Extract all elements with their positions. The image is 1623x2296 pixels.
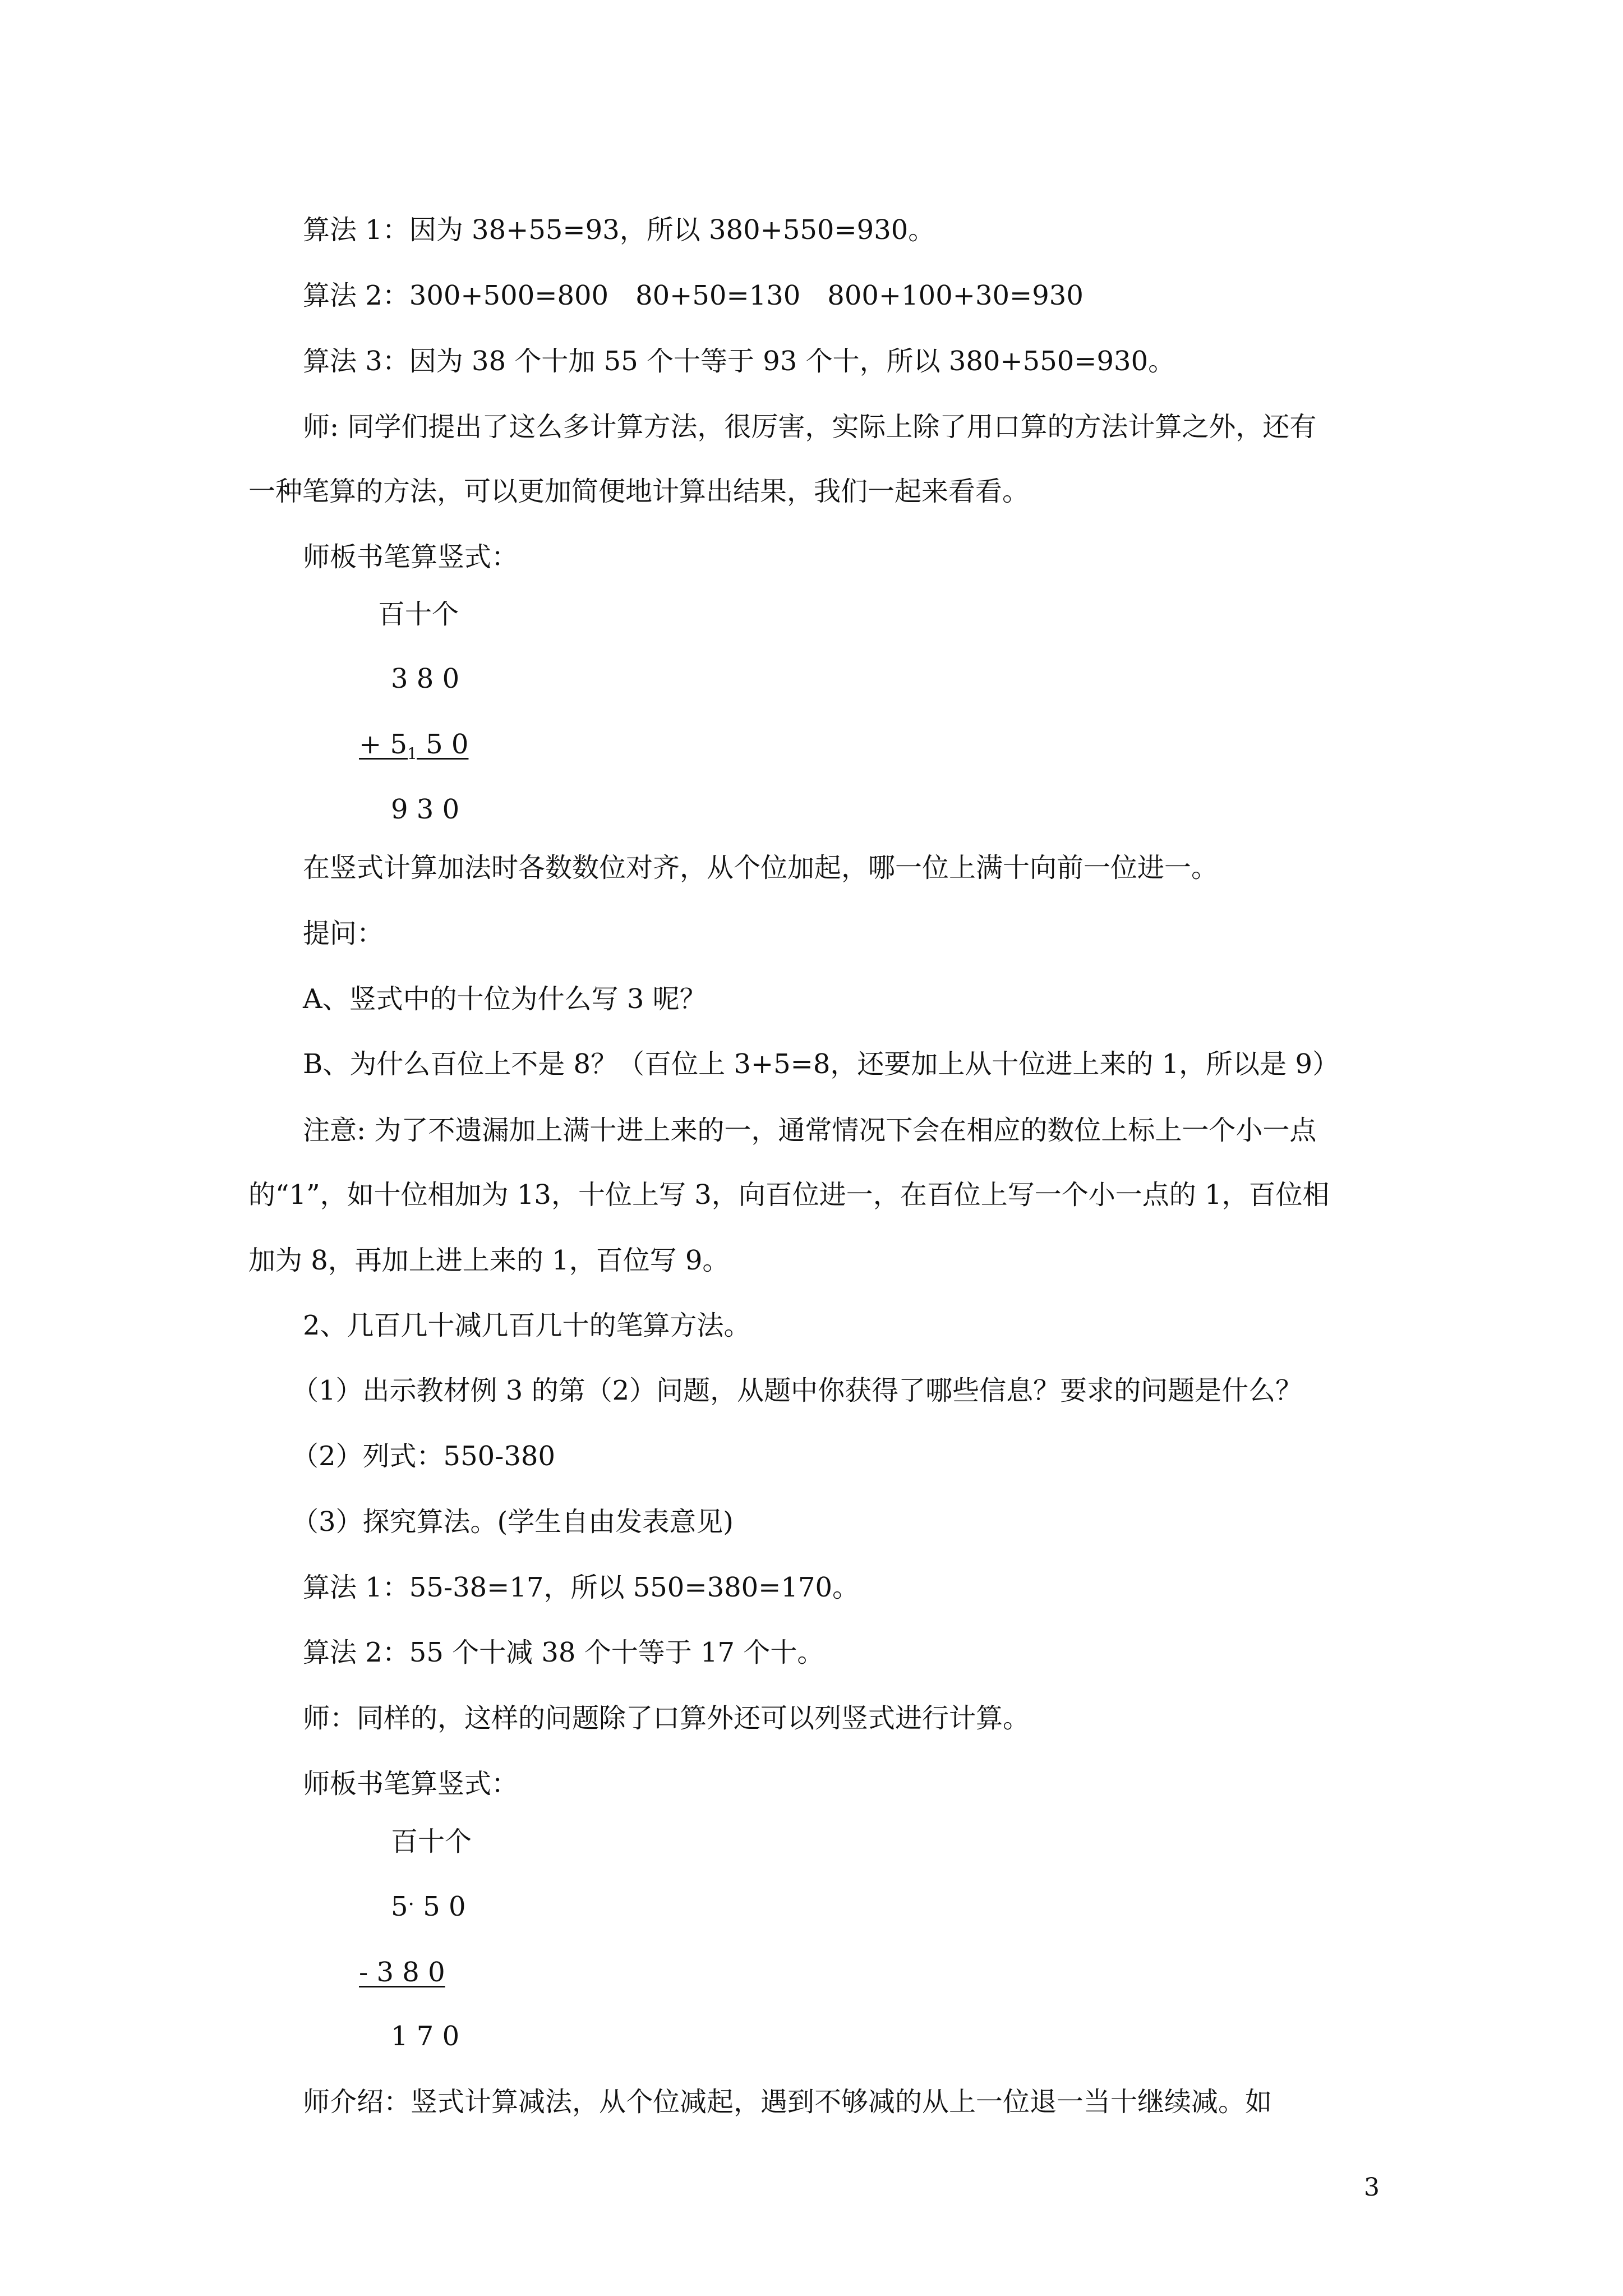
question-b: B、为什么百位上不是 8？（百位上 3+5=8，还要加上从十位进上来的 1，所以是 9）	[303, 1048, 1339, 1080]
carry-mark: 1	[407, 744, 417, 763]
sub-method-2-line: 算法 2：55 个十减 38 个十等于 17 个十。	[303, 1637, 824, 1668]
section-2-heading: 2、几百几十减几百几十的笔算方法。	[303, 1310, 751, 1341]
addend-bottom-rest: 5 0	[417, 729, 469, 760]
note-line-1: 注意: 为了不遗漏加上满十进上来的一，通常情况下会在相应的数位上标上一个小一点	[303, 1115, 1317, 1146]
addend-bottom	[359, 728, 468, 771]
method-3-line: 算法 3：因为 38 个十加 55 个十等于 93 个十，所以 380+550=930。	[303, 346, 1175, 377]
method-1-line: 算法 1：因为 38+55=93，所以 380+550=930。	[303, 214, 935, 246]
question-label: 提问：	[303, 918, 384, 949]
minuend-hundreds: 5	[391, 1891, 408, 1922]
place-value-header: 百十个	[378, 599, 459, 630]
step-1-line: （1）出示教材例 3 的第（2）问题，从题中你获得了哪些信息？要求的问题是什么？	[292, 1375, 1303, 1406]
step-2-line: （2）列式：550-380	[292, 1441, 555, 1472]
addend-top: 3 8 0	[391, 663, 460, 694]
method-2-line: 算法 2：300+500=800 80+50=130 800+100+30=930	[303, 280, 1083, 311]
teacher-remark-line-3: 师：同样的，这样的问题除了口算外还可以列竖式进行计算。	[303, 1703, 1030, 1734]
sum-result: 9 3 0	[391, 794, 460, 825]
addend-bottom-hundreds: 5	[390, 729, 408, 760]
page-number: 3	[1364, 2173, 1380, 2202]
question-a: A、竖式中的十位为什么写 3 呢？	[303, 983, 707, 1015]
teacher-remark-line-1: 师: 同学们提出了这么多计算方法，很厉害，实际上除了用口算的方法计算之外，还有	[303, 411, 1317, 443]
subtrahend: - 3 8 0	[359, 1957, 445, 1988]
teacher-remark-line-2: 一种笔算的方法，可以更加简便地计算出结果，我们一起来看看。	[248, 476, 1030, 507]
note-line-2: 的“1”，如十位相加为 13，十位上写 3，向百位进一，在百位上写一个小一点的 1，百位相	[248, 1179, 1330, 1211]
step-3-line: （3）探究算法。(学生自由发表意见)	[292, 1506, 734, 1538]
board-writing-label-1: 师板书笔算竖式：	[303, 541, 519, 573]
subtraction-rule-line: 师介绍：竖式计算减法，从个位减起，遇到不够减的从上一位退一当十继续减。如	[303, 2086, 1272, 2118]
addition-rule-line: 在竖式计算加法时各数数位对齐，从个位加起，哪一位上满十向前一位进一。	[303, 852, 1219, 884]
board-writing-label-2: 师板书笔算竖式：	[303, 1768, 519, 1800]
minuend	[391, 1890, 466, 1926]
minuend-rest: 5 0	[414, 1891, 466, 1922]
place-value-header-sub: 百十个	[391, 1826, 472, 1857]
difference-result: 1 7 0	[391, 2021, 460, 2052]
note-line-3: 加为 8，再加上进上来的 1，百位写 9。	[248, 1245, 730, 1276]
sub-method-1-line: 算法 1：55-38=17，所以 550=380=170。	[303, 1572, 860, 1603]
borrow-dot: ·	[408, 1893, 414, 1916]
plus-sign: +	[359, 729, 390, 760]
